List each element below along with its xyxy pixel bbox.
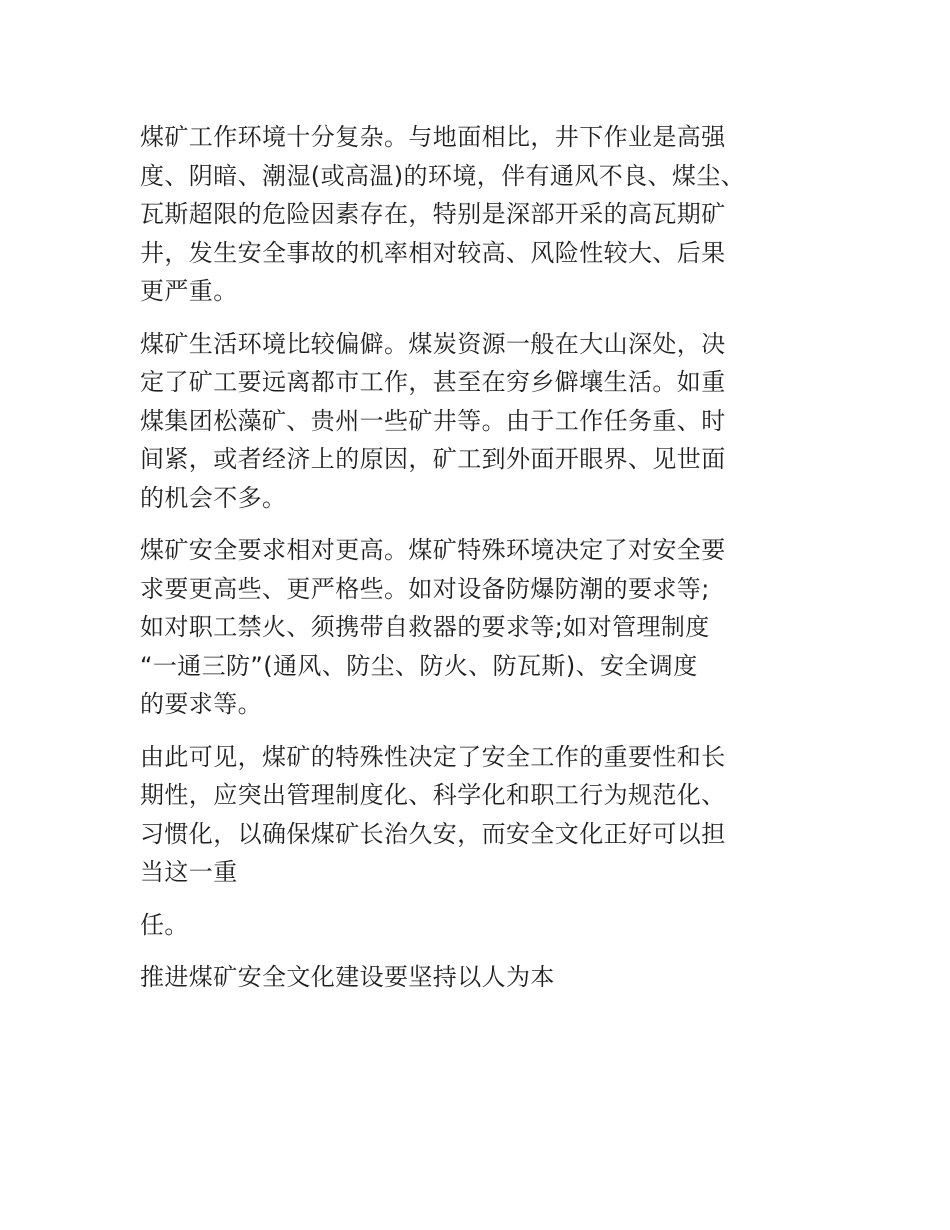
document-page [140, 118, 812, 1011]
paragraph-conclusion-end: 任。 [140, 910, 189, 939]
paragraph-conclusion: 由此可见，煤矿的特殊性决定了安全工作的重要性和长 期性，应突出管理制度化、科学化和职工行为规范化、 习惯化，以确保煤矿长治久安，而安全文化正好可以担 当这一重 [140, 742, 726, 886]
paragraph-safety-requirements: 煤矿安全要求相对更高。煤矿特殊环境决定了对安全要 求要更高些、更严格些。如对设备防爆防潮的要求等; 如对职工禁火、须携带自救器的要求等;如对管理制度 “一通三防”(通风、防尘、防火、防瓦斯)、安全调度 的要求等。 [140, 536, 726, 718]
paragraph-living-environment: 煤矿生活环境比较偏僻。煤炭资源一般在大山深处，决 定了矿工要远离都市工作，甚至在穷乡僻壤生活。如重 煤集团松藻矿、贵州一些矿井等。由于工作任务重、时 间紧，或者经济上的原因，矿工到外面开眼界、见世面 的机会不多。 [140, 329, 726, 512]
paragraph-people-oriented: 推进煤矿安全文化建设要坚持以人为本 [140, 963, 555, 991]
paragraph-work-environment: 煤矿工作环境十分复杂。与地面相比，井下作业是高强 度、阴暗、潮湿(或高温)的环境，伴有通风不良、煤尘、 瓦斯超限的危险因素存在，特别是深部开采的高瓦期矿 井，发生安全事故的机率相对较高、风险性较大、后果 更严重。 [140, 123, 746, 305]
